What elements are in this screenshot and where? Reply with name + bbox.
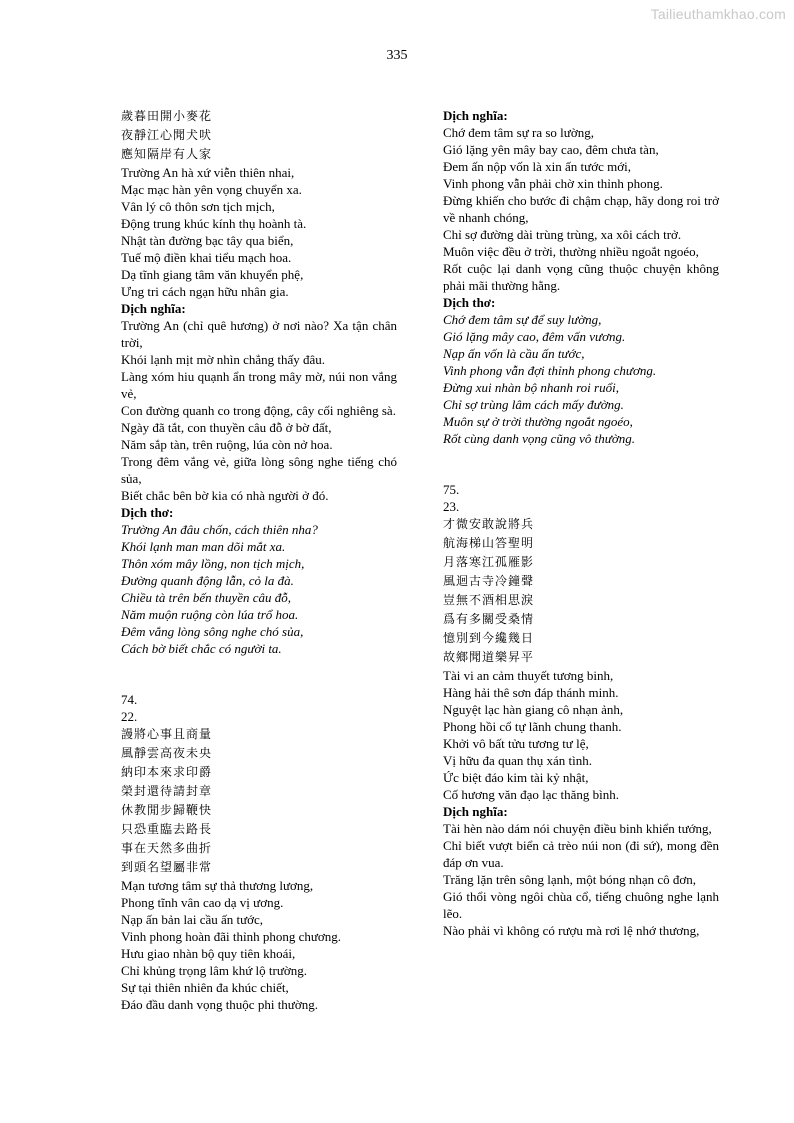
han-line: 故鄉聞道樂昇平 — [443, 650, 535, 664]
han-line: 只恐重臨去路長 — [121, 822, 213, 836]
dich-nghia-line: Đem ấn nộp vốn là xin ấn tước mới, — [443, 159, 631, 174]
dich-tho-line: Chớ đem tâm sự để suy lường, — [443, 312, 602, 327]
dich-nghia-line: Biết chắc bên bờ kia có nhà người ở đó. — [121, 488, 329, 503]
section-heading-dich-nghia: Dịch nghĩa: — [121, 301, 186, 316]
phien-am-line: Mạn tương tâm sự thả thương lương, — [121, 878, 314, 893]
phien-am-line: Khởi vô bất tửu tương tư lệ, — [443, 736, 589, 751]
dich-nghia-line: Chỉ sợ đường dài trùng trùng, xa xôi cách trở. — [443, 227, 682, 242]
phien-am-line: Cố hương văn đạo lạc thăng bình. — [443, 787, 620, 802]
dich-nghia-line: Rốt cuộc lại danh vọng cũng thuộc chuyện không phải mãi thường hằng. — [443, 261, 719, 293]
phien-am-line: Hưu giao nhàn bộ quy tiên khoái, — [121, 946, 296, 961]
spacer — [121, 657, 397, 691]
phien-am-line: Phong hồi cổ tự lãnh chung thanh. — [443, 719, 622, 734]
dich-tho-line: Năm muộn ruộng còn lúa trổ hoa. — [121, 607, 299, 622]
dich-tho-line: Chiều tà trên bến thuyền câu đỗ, — [121, 590, 292, 605]
han-line: 憶別到今纔幾日 — [443, 631, 535, 645]
han-line: 榮封還待請封章 — [121, 784, 213, 798]
dich-nghia-line: Ngày đã tắt, con thuyền câu đỗ ở bờ đất, — [121, 420, 332, 435]
poem-number: 74. — [121, 692, 138, 707]
dich-nghia-line: Muôn việc đều ở trời, thường nhiều ngoắt ngoéo, — [443, 244, 699, 259]
phien-am-line: Dạ tĩnh giang tâm văn khuyển phệ, — [121, 267, 304, 282]
phien-am-line: Tuế mộ điền khai tiểu mạch hoa. — [121, 250, 292, 265]
section-heading-dich-nghia: Dịch nghĩa: — [443, 108, 508, 123]
dich-tho-line: Cách bờ biết chắc có người ta. — [121, 641, 282, 656]
dich-tho-line: Trường An đâu chốn, cách thiên nha? — [121, 522, 318, 537]
dich-nghia-line: Trăng lặn trên sông lạnh, một bóng nhạn cô đơn, — [443, 872, 697, 887]
dich-nghia-line: Trường An (chỉ quê hương) ở nơi nào? Xa tận chân trời, — [121, 318, 397, 350]
dich-tho-line: Vinh phong vẫn đợi thỉnh phong chương. — [443, 363, 657, 378]
dich-tho-line: Đừng xui nhàn bộ nhanh roi ruổi, — [443, 380, 619, 395]
dich-nghia-line: Năm sắp tàn, trên ruộng, lúa còn nở hoa. — [121, 437, 333, 452]
han-line: 豈無不酒相思淚 — [443, 593, 535, 607]
section-heading-dich-tho: Dịch thơ: — [121, 505, 174, 520]
phien-am-line: Sự tại thiên nhiên đa khúc chiết, — [121, 980, 289, 995]
section-heading-dich-nghia: Dịch nghĩa: — [443, 804, 508, 819]
phien-am-line: Vị hữu đa quan thụ xán tình. — [443, 753, 592, 768]
watermark: Tailieuthamkhao.com — [650, 6, 786, 22]
phien-am-line: Vân lý cô thôn sơn tịch mịch, — [121, 199, 275, 214]
right-column — [443, 107, 719, 939]
dich-nghia-line: Nào phải vì không có rượu mà rơi lệ nhớ thương, — [443, 923, 700, 938]
phien-am-line: Mạc mạc hàn yên vọng chuyển xa. — [121, 182, 302, 197]
han-line: 到頭名望屬非常 — [121, 860, 213, 874]
phien-am-line: Hàng hải thê sơn đáp thánh minh. — [443, 685, 619, 700]
dich-nghia-line: Tài hèn nào dám nói chuyện điều binh khiển tướng, — [443, 821, 712, 836]
phien-am-line: Đáo đầu danh vọng thuộc phi thường. — [121, 997, 318, 1012]
han-line: 風靜雲高夜未央 — [121, 746, 213, 760]
spacer — [443, 447, 719, 481]
section-heading-dich-tho: Dịch thơ: — [443, 295, 496, 310]
dich-nghia-line: Chớ đem tâm sự ra so lường, — [443, 125, 594, 140]
dich-nghia-line: Gió thổi vòng ngôi chùa cổ, tiếng chuông nghe lạnh lẽo. — [443, 889, 719, 921]
phien-am-line: Ưng tri cách ngạn hữu nhân gia. — [121, 284, 289, 299]
han-line: 夜靜江心聞犬吠 — [121, 128, 213, 142]
phien-am-line: Ức biệt đáo kim tài kỷ nhật, — [443, 770, 589, 785]
dich-nghia-line: Trong đêm vắng vẻ, giữa lòng sông nghe tiếng chó sủa, — [121, 454, 397, 486]
phien-am-line: Vinh phong hoàn đãi thỉnh phong chương. — [121, 929, 342, 944]
dich-tho-line: Đường quanh động lẫn, cỏ la đà. — [121, 573, 294, 588]
phien-am-line: Động trung khúc kính thụ hoành tà. — [121, 216, 307, 231]
dich-nghia-line: Con đường quanh co trong động, cây cối nghiêng sà. — [121, 403, 396, 418]
poem-number: 75. — [443, 482, 460, 497]
dich-nghia-line: Vinh phong vẫn phải chờ xin thỉnh phong. — [443, 176, 663, 191]
dich-nghia-line: Làng xóm hiu quạnh ẩn trong mây mờ, núi non vắng vẻ, — [121, 369, 397, 401]
han-line: 事在天然多曲折 — [121, 841, 213, 855]
phien-am-line: Chỉ khủng trọng lâm khứ lộ trường. — [121, 963, 307, 978]
page-number: 335 — [386, 48, 408, 63]
phien-am-line: Nạp ấn bản lai cầu ấn tước, — [121, 912, 264, 927]
han-line: 風迴古寺冷鐘聲 — [443, 574, 535, 588]
han-line: 謾將心事且商量 — [121, 727, 213, 741]
poem-number: 23. — [443, 499, 460, 514]
han-line: 納印本來求印爵 — [121, 765, 213, 779]
dich-tho-line: Muôn sự ở trời thường ngoắt ngoéo, — [443, 414, 633, 429]
dich-nghia-line: Khói lạnh mịt mờ nhìn chẳng thấy đâu. — [121, 352, 326, 367]
phien-am-line: Nhật tàn đường bạc tây qua biển, — [121, 233, 294, 248]
dich-tho-line: Gió lặng mây cao, đêm vấn vương. — [443, 329, 626, 344]
dich-nghia-line: Chỉ biết vượt biển cả trèo núi non (đi sứ), mong đền đáp ơn vua. — [443, 838, 719, 870]
dich-nghia-line: Gió lặng yên mây bay cao, đêm chưa tàn, — [443, 142, 659, 157]
poem-number: 22. — [121, 709, 138, 724]
dich-tho-line: Đêm vắng lòng sông nghe chó sủa, — [121, 624, 304, 639]
phien-am-line: Tài vi an cảm thuyết tương binh, — [443, 668, 614, 683]
dich-tho-line: Thôn xóm mây lồng, non tịch mịch, — [121, 556, 305, 571]
han-line: 才微安敢說將兵 — [443, 517, 535, 531]
phien-am-line: Nguyệt lạc hàn giang cô nhạn ảnh, — [443, 702, 624, 717]
dich-tho-line: Chỉ sợ trùng lâm cách mấy đường. — [443, 397, 624, 412]
han-line: 航海梯山答聖明 — [443, 536, 535, 550]
dich-tho-line: Rốt cùng danh vọng cũng vô thường. — [443, 431, 636, 446]
phien-am-line: Trường An hà xứ viễn thiên nhai, — [121, 165, 295, 180]
dich-nghia-line: Đừng khiến cho bước đi chậm chạp, hãy dong roi trở về nhanh chóng, — [443, 193, 719, 225]
han-line: 月落寒江孤雁影 — [443, 555, 535, 569]
dich-tho-line: Khói lạnh man man dõi mắt xa. — [121, 539, 286, 554]
left-column — [121, 107, 397, 1013]
phien-am-line: Phong tĩnh vân cao dạ vị ương. — [121, 895, 284, 910]
han-line: 休教閒步歸鞭快 — [121, 803, 213, 817]
han-line: 應知隔岸有人家 — [121, 147, 213, 161]
han-line: 歲暮田開小麥花 — [121, 109, 213, 123]
han-line: 爲有多關受桑情 — [443, 612, 535, 626]
dich-tho-line: Nạp ấn vốn là cầu ấn tước, — [443, 346, 585, 361]
